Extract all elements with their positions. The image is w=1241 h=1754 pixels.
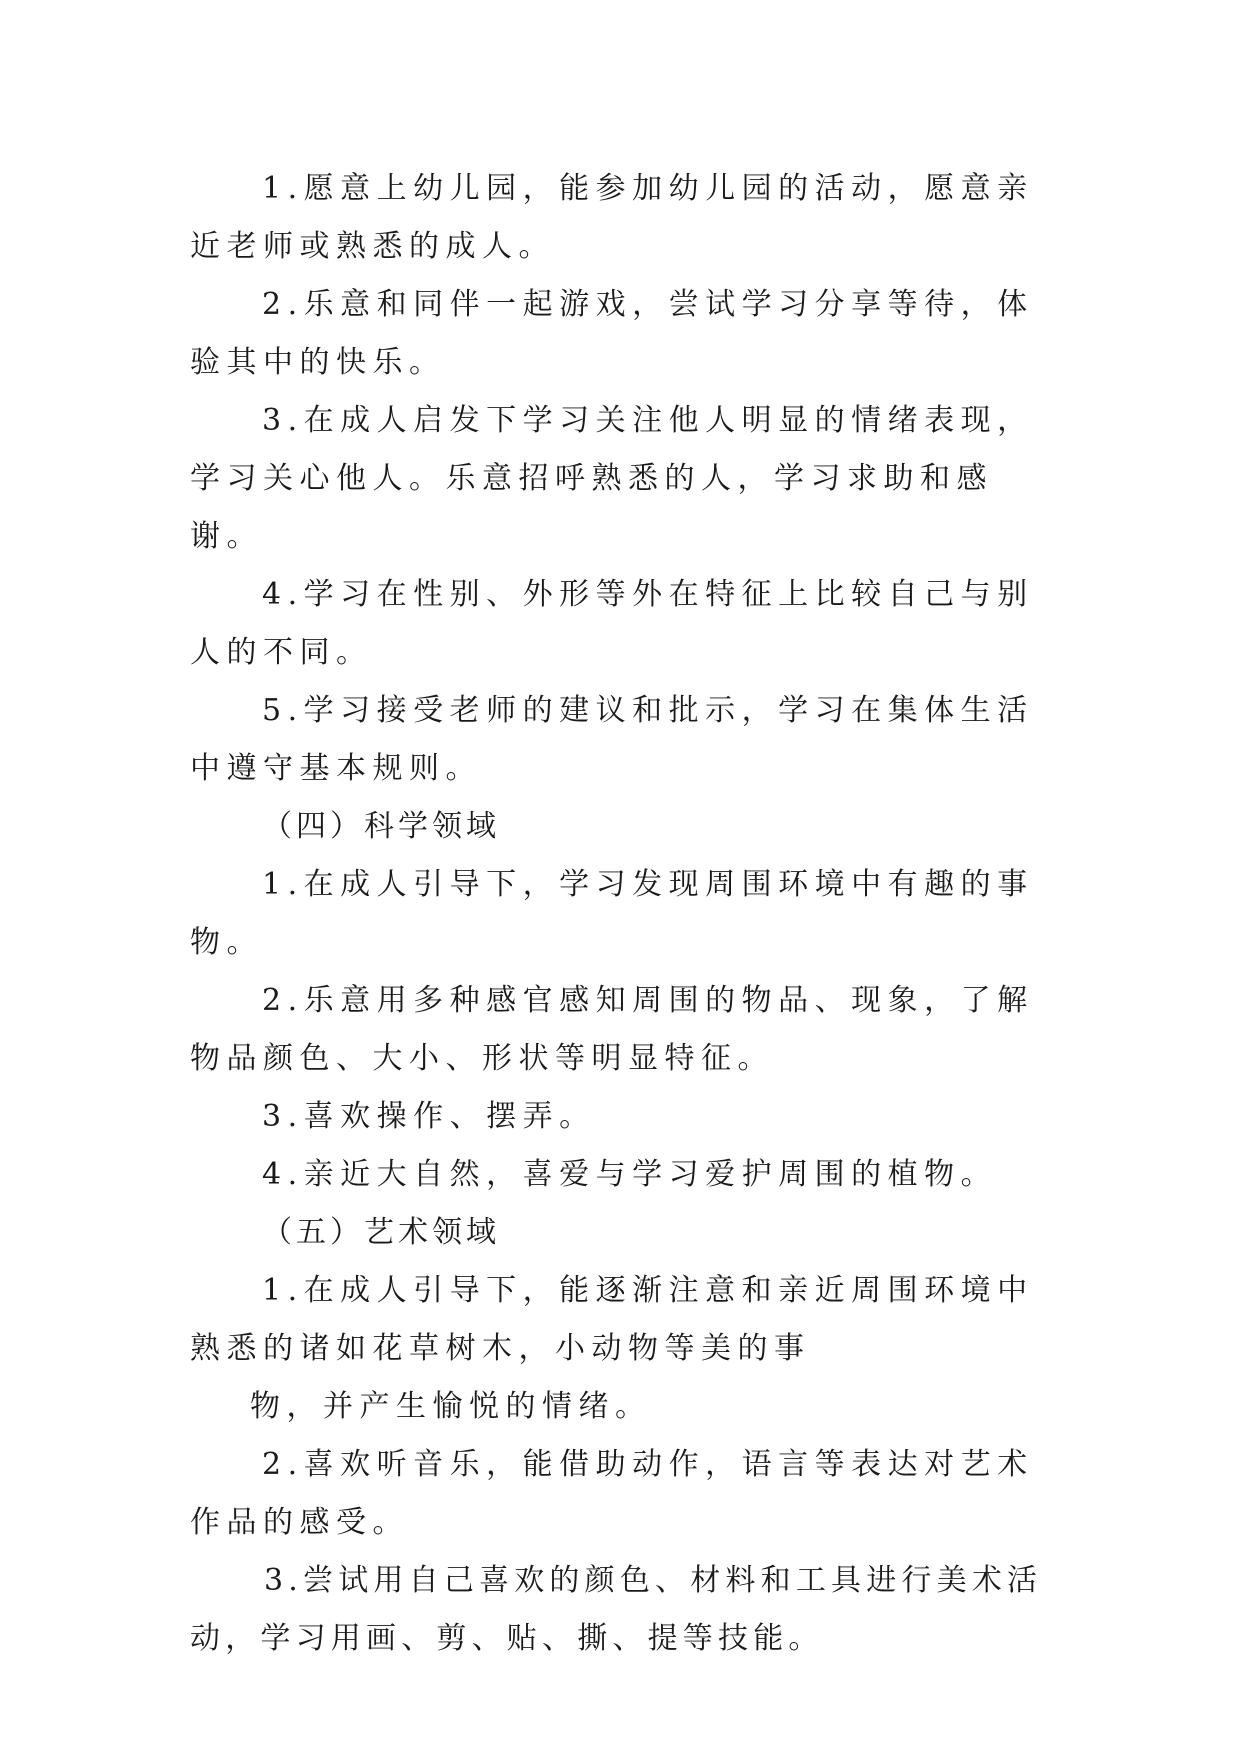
paragraph-art-2: 2.喜欢听音乐，能借助动作，语言等表达对艺术作品的感受。 [190, 1447, 1034, 1540]
paragraph-art-1-continued: 物，并产生愉悦的情绪。 [250, 1389, 652, 1424]
paragraph-social-4: 4.学习在性别、外形等外在特征上比较自己与别人的不同。 [190, 577, 1034, 670]
paragraph-art-1: 1.在成人引导下，能逐渐注意和亲近周围环境中熟悉的诸如花草树木，小动物等美的事 [190, 1273, 1034, 1366]
paragraph-science-1: 1.在成人引导下，学习发现周围环境中有趣的事物。 [190, 867, 1034, 960]
paragraph-science-3: 3.喜欢操作、摆弄。 [262, 1099, 596, 1134]
document-body [190, 160, 1050, 1668]
paragraph-science-4: 4.亲近大自然，喜爱与学习爱护周围的植物。 [262, 1157, 998, 1192]
paragraph-art-3: 3.尝试用自己喜欢的颜色、材料和工具进行美术活动，学习用画、剪、贴、撕、提等技能。 [190, 1563, 1043, 1656]
paragraph-social-1: 1.愿意上幼儿园，能参加幼儿园的活动，愿意亲近老师或熟悉的成人。 [190, 171, 1034, 264]
paragraph-social-5: 5.学习接受老师的建议和批示，学习在集体生活中遵守基本规则。 [190, 693, 1034, 786]
section-heading-science: （四）科学领域 [262, 809, 500, 844]
paragraph-science-2: 2.乐意用多种感官感知周围的物品、现象，了解物品颜色、大小、形状等明显特征。 [190, 983, 1034, 1076]
paragraph-social-2: 2.乐意和同伴一起游戏，尝试学习分享等待，体验其中的快乐。 [190, 287, 1034, 380]
section-heading-art: （五）艺术领域 [262, 1215, 500, 1250]
paragraph-social-3: 3.在成人启发下学习关注他人明显的情绪表现，学习关心他人。乐意招呼熟悉的人，学习求助和感谢。 [190, 403, 1034, 554]
